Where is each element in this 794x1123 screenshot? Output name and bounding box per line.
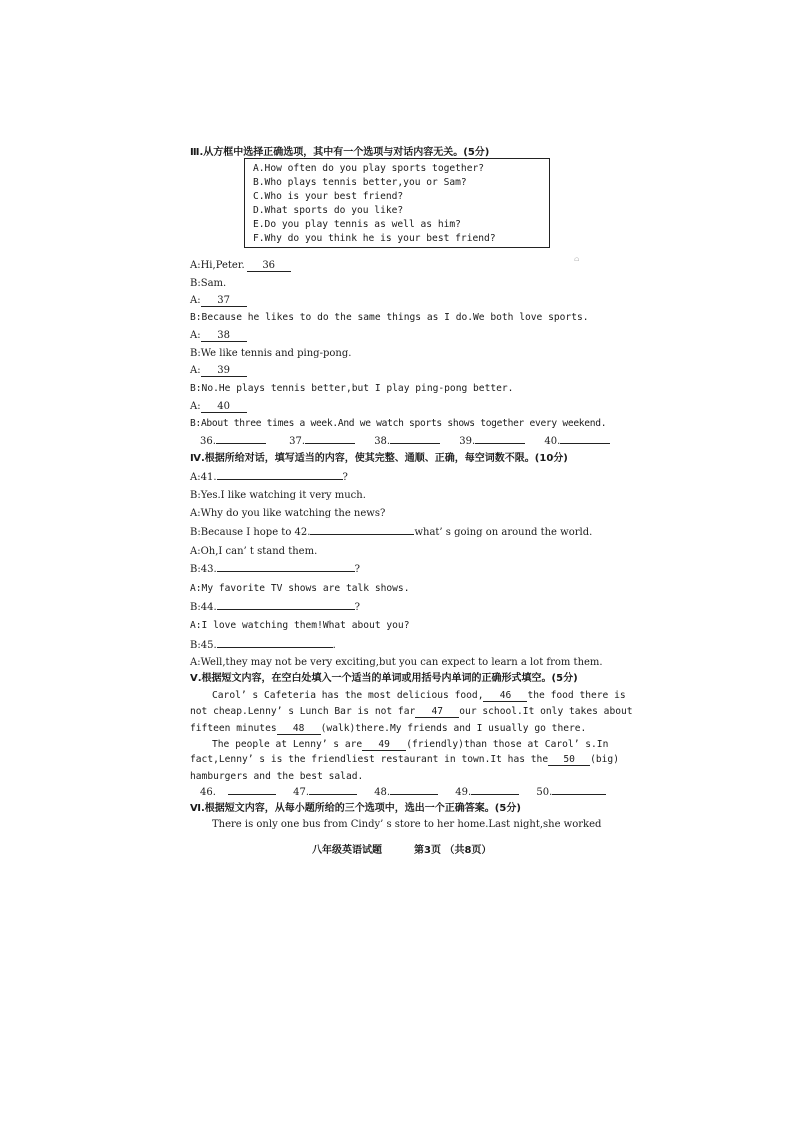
options-box [244,158,550,248]
option-c: C.Who is your best friend? [253,191,404,202]
blank-46[interactable]: 46 [483,690,527,702]
option-d: D.What sports do you like? [253,205,404,216]
blank-36[interactable]: 36 [247,260,291,272]
dialogue-line: A: 38 [190,329,247,342]
option-a: A.How often do you play sports together? [253,163,485,174]
blank-49[interactable]: 49 [362,739,406,751]
dialogue-line: B:43. ? [190,564,360,575]
blank-37[interactable]: 37 [201,295,247,307]
dialogue-line: B:44. ? [190,602,360,613]
answer-blank[interactable] [305,443,355,444]
dialogue-line: A:Oh,I can’ t stand them. [190,546,318,557]
answer-blank[interactable] [471,794,519,795]
footer-page-number: 第3页 （共8页） [414,845,492,856]
passage-line: fifteen minutes 48 (walk)there.My friends and I usually go there. [190,723,587,734]
option-f: F.Why do you think he is your best friend? [253,233,496,244]
section5-heading: Ⅴ.根据短文内容，在空白处填入一个适当的单词或用括号内单词的正确形式填空。(5分) [190,673,578,684]
dialogue-line: B:45. . [190,640,336,651]
dialogue-line: A:Well,they may not be very exciting,but you can expect to learn a lot from them. [190,657,603,668]
blank-41[interactable] [217,479,343,480]
section3-heading: Ⅲ.从方框中选择正确选项，其中有一个选项与对话内容无关。(5分) [190,147,490,158]
dialogue-line: B:Because I hope to 42. what’ s going on around the world. [190,527,593,538]
blank-47[interactable]: 47 [415,706,459,718]
section6-heading: Ⅵ.根据短文内容，从每小题所给的三个选项中，选出一个正确答案。(5分) [190,803,521,814]
blank-45[interactable] [217,647,333,648]
passage-line: Carol’ s Cafeteria has the most delicious food, 46 the food there is [212,690,626,701]
dialogue-line: B:No.He plays tennis better,but I play ping-pong better. [190,383,514,394]
answer-blank[interactable] [390,443,440,444]
passage-line: hamburgers and the best salad. [190,771,364,782]
passage-line: The people at Lenny’ s are 49 (friendly)than those at Carol’ s.In [212,739,609,750]
option-b: B.Who plays tennis better,you or Sam? [253,177,467,188]
dialogue-line: A:I love watching them!What about you? [190,620,410,631]
blank-40[interactable]: 40 [201,401,247,413]
section4-heading: Ⅳ.根据所给对话，填写适当的内容，使其完整、通顺、正确，每空词数不限。(10分) [190,453,568,464]
dialogue-line: B:About three times a week.And we watch sports shows together every weekend. [190,418,607,429]
dialogue-line: A:Why do you like watching the news? [190,508,386,519]
blank-48[interactable]: 48 [277,723,321,735]
dialogue-line: A: 39 [190,364,247,377]
dialogue-line: B:We like tennis and ping-pong. [190,348,352,359]
dialogue-line: B:Sam. [190,278,227,289]
dialogue-line: A:Hi,Peter. 36 [190,259,291,272]
blank-42[interactable] [310,534,414,535]
answer-row: 46. 47. 48. 49. 50. [200,786,606,799]
blank-39[interactable]: 39 [201,365,247,377]
blank-44[interactable] [217,609,355,610]
answer-blank[interactable] [216,443,266,444]
answer-blank[interactable] [309,794,357,795]
scan-mark: ⌂ [574,255,580,263]
answer-blank[interactable] [560,443,610,444]
dialogue-line: A: 37 [190,294,247,307]
dialogue-line: A:41. ? [190,472,348,483]
answer-blank[interactable] [552,794,606,795]
dialogue-line: B:Yes.I like watching it very much. [190,490,366,501]
dialogue-line: B:Because he likes to do the same things as I do.We both love sports. [190,312,589,323]
answer-blank[interactable] [390,794,438,795]
passage-line: not cheap.Lenny’ s Lunch Bar is not far 47 our school.It only takes about [190,706,633,717]
dialogue-line: A: 40 [190,400,247,413]
passage-line: There is only one bus from Cindy’ s store to her home.Last night,she worked [212,819,602,830]
option-e: E.Do you play tennis as well as him? [253,219,461,230]
answer-row: 36. 37. 38. 39. 40. [200,435,610,448]
blank-38[interactable]: 38 [201,330,247,342]
blank-43[interactable] [217,571,355,572]
blank-50[interactable]: 50 [548,754,590,766]
dialogue-line: A:My favorite TV shows are talk shows. [190,583,410,594]
answer-blank[interactable] [228,794,276,795]
passage-line: fact,Lenny’ s is the friendliest restaurant in town.It has the 50 (big) [190,754,619,765]
footer-subject: 八年级英语试题 [312,845,382,856]
answer-blank[interactable] [475,443,525,444]
